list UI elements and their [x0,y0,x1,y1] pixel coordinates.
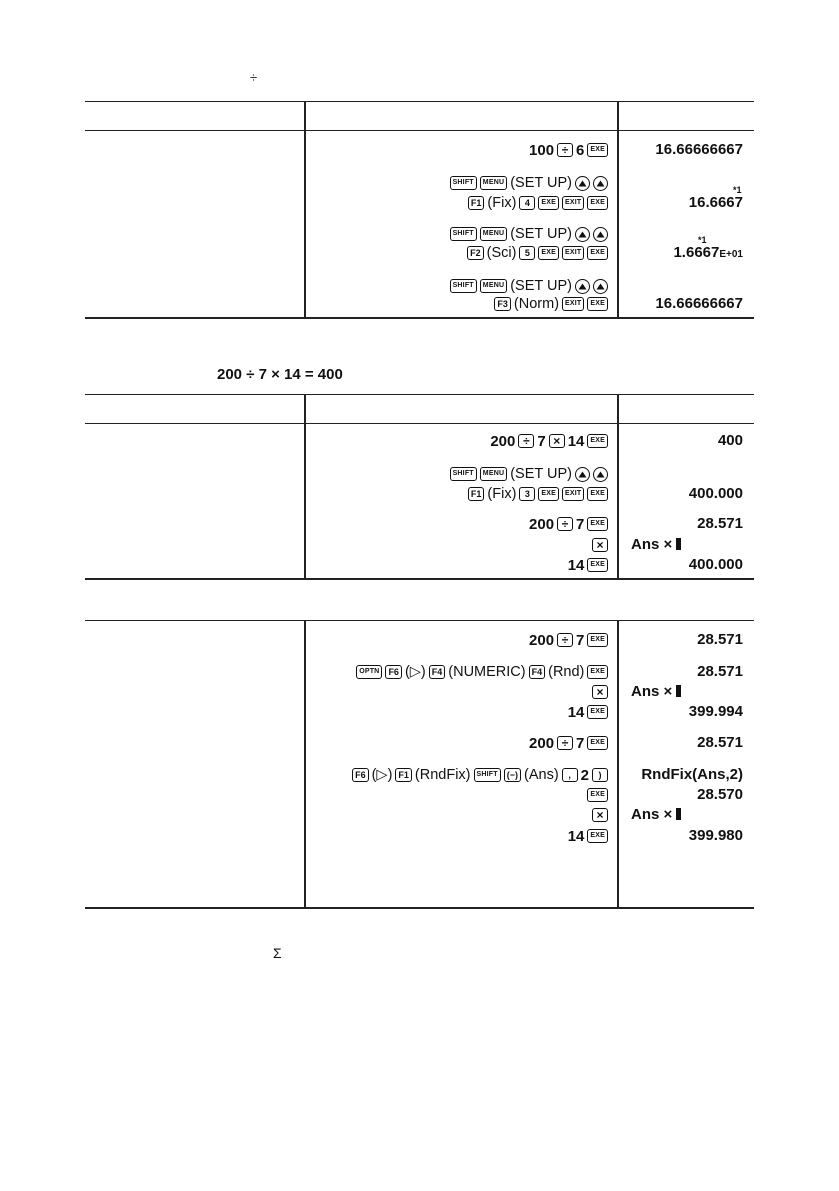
result-value [631,682,681,702]
key-sequence [450,276,608,296]
menu-key: MENU [480,467,507,481]
key-sequence [450,464,608,484]
exit-key: EXIT [562,196,584,210]
result-value [631,805,681,825]
up-arrow-icon [593,467,608,482]
exe-key: EXE [538,487,559,501]
number: 14 [567,703,585,721]
key-label: (SET UP) [510,466,572,482]
table-bottom-border [85,578,754,580]
table-header-divider [85,130,754,131]
key-label: (▷) [371,767,393,783]
exe-key: EXE [538,196,559,210]
up-arrow-icon [575,227,590,242]
number: 6 [576,141,585,159]
result-mantissa: 1.6667 [673,244,720,261]
result-value: 400 [717,432,743,449]
section-expression: 200 ÷ 7 × 14 = 400 [217,366,343,383]
key-sequence [450,173,608,193]
negative-key: (−) [504,768,521,782]
divide-key-icon: ÷ [557,143,573,157]
multiply-key-icon: × [592,538,608,552]
table-header-divider [85,423,754,424]
divide-key-icon: ÷ [557,633,573,647]
key-label: (Sci) [486,245,517,261]
key-sequence [592,805,608,825]
column-divider [304,101,306,318]
f3-key: F3 [494,297,511,311]
result-value: 28.571 [697,631,743,648]
key-sequence [587,785,608,805]
menu-key: MENU [480,279,507,293]
result-value: RndFix(Ans,2) [641,766,743,783]
result-value: 16.6667 [688,194,743,211]
number: 200 [529,515,555,533]
exe-key: EXE [587,705,608,719]
number: 200 [529,631,555,649]
f1-key: F1 [468,487,485,501]
cursor-icon [676,808,681,820]
result-value: 400.000 [688,485,743,502]
column-divider [617,394,619,579]
exe-key: EXE [587,246,608,260]
table-top-border [85,394,754,395]
key-label: (NUMERIC) [448,664,526,680]
key-sequence [450,224,608,244]
comma-key: , [562,768,578,782]
ans-expression: Ans × [631,806,673,823]
exe-key: EXE [587,788,608,802]
exe-key: EXE [587,434,608,448]
table-bottom-border [85,907,754,909]
number: 14 [567,556,585,574]
exe-key: EXE [587,143,608,157]
number: 7 [576,734,585,752]
sigma-symbol: Σ [273,945,282,961]
key-label: (SET UP) [510,278,572,294]
key-sequence [568,702,608,722]
shift-key: SHIFT [450,467,477,481]
digit-4-key: 4 [519,196,535,210]
ans-expression: Ans × [631,536,673,553]
number: 7 [576,631,585,649]
exe-key: EXE [587,517,608,531]
divide-symbol: ÷ [250,70,258,85]
exe-key: EXE [587,297,608,311]
up-arrow-icon [575,176,590,191]
shift-key: SHIFT [450,279,477,293]
menu-key: MENU [480,176,507,190]
exe-key: EXE [587,487,608,501]
key-label: (Rnd) [548,664,585,680]
multiply-key-icon: × [592,685,608,699]
number: 200 [529,734,555,752]
number: 7 [576,515,585,533]
f2-key: F2 [467,246,484,260]
result-value: 16.66666667 [655,141,743,158]
up-arrow-icon [593,176,608,191]
key-sequence [592,535,608,555]
column-divider [617,620,619,908]
up-arrow-icon [575,279,590,294]
number: 14 [567,827,585,845]
result-value: 399.994 [688,703,743,720]
key-label: (Ans) [524,767,559,783]
ans-expression: Ans × [631,683,673,700]
key-sequence [467,243,608,263]
key-label: (Norm) [513,296,560,312]
cursor-icon [676,538,681,550]
exit-key: EXIT [562,246,584,260]
key-sequence [592,682,608,702]
footnote-mark: *1 [733,185,742,195]
result-value: 400.000 [688,556,743,573]
table-bottom-border [85,317,754,319]
result-value: 28.571 [697,515,743,532]
key-label: (RndFix) [414,767,471,783]
key-sequence [468,484,608,504]
menu-key: MENU [480,227,507,241]
up-arrow-icon [575,467,590,482]
exe-key: EXE [587,736,608,750]
key-sequence [494,294,608,314]
f6-key: F6 [352,768,369,782]
exe-key: EXE [587,633,608,647]
cursor-icon [676,685,681,697]
key-sequence [490,431,608,451]
key-label: (SET UP) [510,226,572,242]
number: 100 [529,141,555,159]
number: 2 [580,766,589,784]
number: 7 [537,432,546,450]
divide-key-icon: ÷ [518,434,534,448]
column-divider [304,620,306,908]
f1-key: F1 [395,768,412,782]
f4-key: F4 [429,665,446,679]
key-sequence [529,514,608,534]
column-divider [304,394,306,579]
exe-key: EXE [587,665,608,679]
table-top-border [85,620,754,621]
exit-key: EXIT [562,297,584,311]
number: 14 [567,432,585,450]
exe-key: EXE [587,558,608,572]
result-value: 28.570 [697,786,743,803]
key-label: (Fix) [487,195,517,211]
shift-key: SHIFT [450,227,477,241]
digit-3-key: 3 [519,487,535,501]
key-sequence [468,193,608,213]
result-value: 399.980 [688,827,743,844]
up-arrow-icon [593,279,608,294]
exe-key: EXE [538,246,559,260]
result-value: 28.571 [697,734,743,751]
exe-key: EXE [587,829,608,843]
key-sequence [529,733,608,753]
result-value [673,243,743,263]
result-exponent: E+01 [719,249,743,260]
key-sequence [568,555,608,575]
result-value: 16.66666667 [655,295,743,312]
key-sequence [356,662,608,682]
f4-key: F4 [529,665,546,679]
key-label: (Fix) [487,486,517,502]
shift-key: SHIFT [450,176,477,190]
key-label: (SET UP) [510,175,572,191]
result-value [631,535,681,555]
key-sequence [529,630,608,650]
exit-key: EXIT [562,487,584,501]
multiply-key-icon: × [549,434,565,448]
divide-key-icon: ÷ [557,736,573,750]
f1-key: F1 [468,196,485,210]
key-sequence [568,826,608,846]
digit-5-key: 5 [519,246,535,260]
exe-key: EXE [587,196,608,210]
key-sequence [352,765,608,785]
optn-key: OPTN [356,665,382,679]
result-value: 28.571 [697,663,743,680]
shift-key: SHIFT [474,768,501,782]
footnote-mark: *1 [698,235,707,245]
table-top-border [85,101,754,102]
column-divider [617,101,619,318]
key-label: (▷) [404,664,426,680]
multiply-key-icon: × [592,808,608,822]
up-arrow-icon [593,227,608,242]
f6-key: F6 [385,665,402,679]
number: 200 [490,432,516,450]
close-paren-key: ) [592,768,608,782]
key-sequence [529,140,608,160]
divide-key-icon: ÷ [557,517,573,531]
